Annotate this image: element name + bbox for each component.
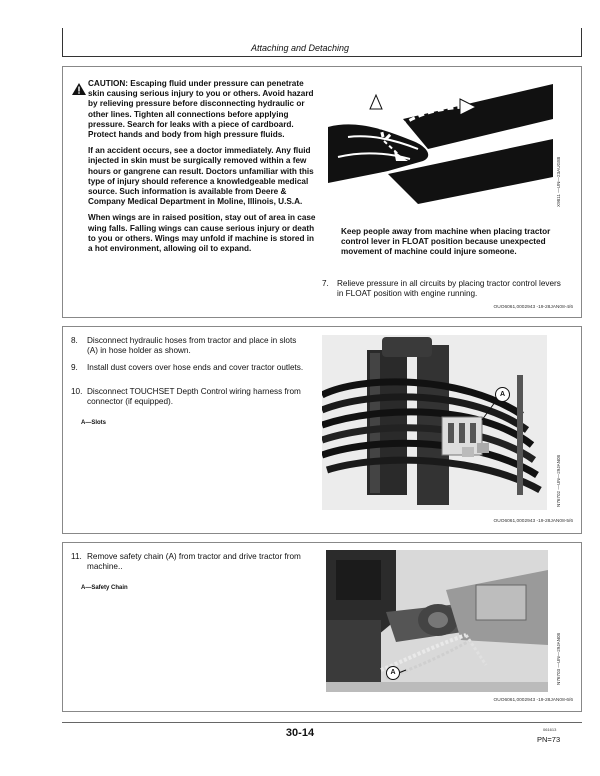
step-11-number: 11. [71,552,82,561]
caution-text [88,79,316,260]
caution-paragraph-2: If an accident occurs, see a doctor immediately. Any fluid injected in skin must be surgically removed within a few hours or gangrene can result. Doctors unfamiliar with this type of injury should reference a knowledgeable medical source. Such information is available from Deere & Company Medical Department in Moline, Illinois, U.S.A. [88,146,314,207]
step-9-number: 9. [71,363,78,372]
step-9-text: Install dust covers over hose ends and cover tractor outlets. [87,363,304,372]
step-8-number: 8. [71,336,78,345]
page-number: 30-14 [285,727,315,739]
footer-rule [62,722,582,723]
header-rule [62,56,582,57]
section-code-2: OUO6061,0002943 -19-28JAN08-5/6 [493,519,573,524]
step-11-text: Remove safety chain (A) from tractor and drive tractor from machine.. [87,552,301,571]
figure-reference-2: N76702 —UN—29JAN08 [556,454,561,507]
step-7-number: 7. [322,279,329,288]
figure-reference-1: X9811 —UN—23AUG88 [556,156,561,207]
section-hoses [62,326,582,534]
float-warning-text: Keep people away from machine when placing tractor control lever in FLOAT position because unexpected movement of machine could injure someone. [341,227,551,257]
section-code-3: OUO6061,0002943 -19-28JAN08-6/6 [493,698,573,703]
page-header-title: Attaching and Detaching [250,43,350,53]
callout-a-slots: A [495,387,510,402]
legend-safety-chain: A—Safety Chain [81,585,128,591]
figure-reference-3: N76703 —UN—29JAN08 [556,632,561,685]
callout-a-safety-chain: A [386,666,400,680]
caution-paragraph-3: When wings are in raised position, stay out of area in case wing falls. Falling wings can cause serious injury or death to you or others. Wings may unfold if machine is stored in a hot environment, allowing oil to expand. [88,213,316,254]
legend-slots: A—Slots [81,420,107,426]
caution-paragraph-1: CAUTION: Escaping fluid under pressure can penetrate skin causing serious injury to you or others. Avoid hazard by relieving pressure before disconnecting hydraulic or other lines. Tighten all connections before applying pressure. Search for leaks with a piece of cardboard. Protect hands and body from high pressure fluids. [88,79,314,140]
safety-chain-photo [326,550,548,692]
step-10-text: Disconnect TOUCHSET Depth Control wiring harness from connector (if equipped). [87,387,301,406]
step-8-text: Disconnect hydraulic hoses from tractor and place in slots (A) in hose holder as shown. [87,336,297,355]
step-7-text: Relieve pressure in all circuits by placing tractor control levers in FLOAT position with engine running. [337,279,561,298]
footer-small-code: 061613 [543,727,557,732]
step-10-number: 10. [71,387,83,396]
section-code-1: OUO6061,0002943 -19-28JAN08-4/6 [493,305,573,310]
section-caution [62,66,582,318]
hose-holder-photo [322,335,547,510]
footer-pn: PN=73 [537,735,561,744]
warning-triangle-icon [72,83,86,95]
section-safety-chain [62,542,582,712]
high-pressure-fluid-figure [328,79,553,211]
